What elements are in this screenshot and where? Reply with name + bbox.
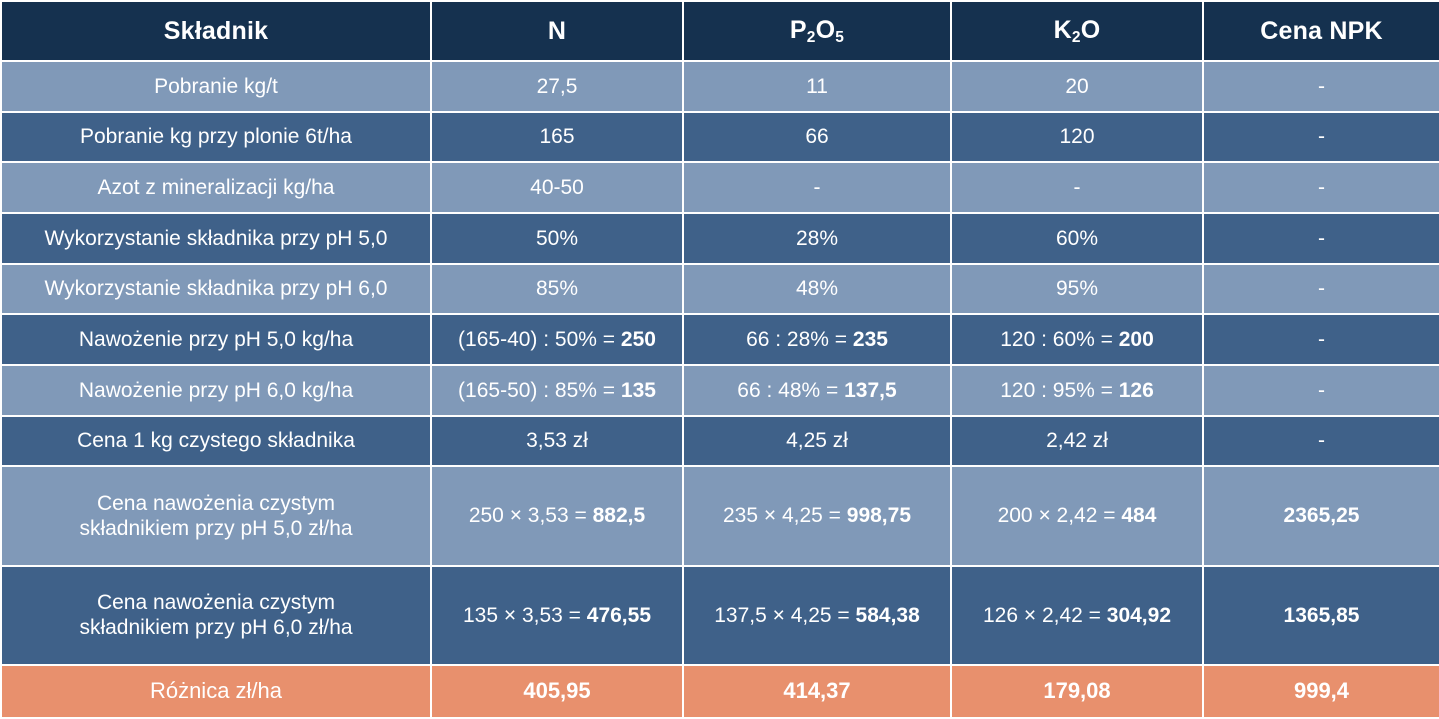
row-label: Cena nawożenia czystym składnikiem przy pH 6,0 zł/ha (2, 567, 430, 664)
table-row (2, 214, 1439, 263)
cell-value: 27,5 (432, 62, 682, 111)
cell-value: 95% (952, 265, 1202, 314)
table-row (2, 163, 1439, 212)
table-header-row (2, 2, 1439, 60)
table-head (2, 2, 1439, 60)
row-label: Pobranie kg przy plonie 6t/ha (2, 113, 430, 162)
cell-value: 414,37 (684, 666, 950, 717)
cell-value: - (684, 163, 950, 212)
cell-value: - (1204, 113, 1439, 162)
cell-value: 11 (684, 62, 950, 111)
table-row (2, 113, 1439, 162)
table-row (2, 265, 1439, 314)
cell-value: 40-50 (432, 163, 682, 212)
cell-value: 48% (684, 265, 950, 314)
cell-value: 120 : 95% = 126 (952, 366, 1202, 415)
cell-value: 250 × 3,53 = 882,5 (432, 467, 682, 564)
row-label: Nawożenie przy pH 6,0 kg/ha (2, 366, 430, 415)
table-row (2, 567, 1439, 664)
cell-value: 50% (432, 214, 682, 263)
cell-value: - (1204, 366, 1439, 415)
column-header-cena-npk: Cena NPK (1204, 2, 1439, 60)
cell-value: 137,5 × 4,25 = 584,38 (684, 567, 950, 664)
cell-value: 120 : 60% = 200 (952, 315, 1202, 364)
cell-value: 405,95 (432, 666, 682, 717)
cell-value: 135 × 3,53 = 476,55 (432, 567, 682, 664)
cell-value: 28% (684, 214, 950, 263)
row-label: Nawożenie przy pH 5,0 kg/ha (2, 315, 430, 364)
row-label: Azot z mineralizacji kg/ha (2, 163, 430, 212)
row-label: Wykorzystanie składnika przy pH 5,0 (2, 214, 430, 263)
cell-value: 179,08 (952, 666, 1202, 717)
cell-value: - (1204, 417, 1439, 466)
cell-value: (165-40) : 50% = 250 (432, 315, 682, 364)
cell-value: 200 × 2,42 = 484 (952, 467, 1202, 564)
cell-value: 66 (684, 113, 950, 162)
cell-value: 235 × 4,25 = 998,75 (684, 467, 950, 564)
table-row (2, 467, 1439, 564)
cell-value: 20 (952, 62, 1202, 111)
cell-value: 4,25 zł (684, 417, 950, 466)
cell-value: 1365,85 (1204, 567, 1439, 664)
cell-value: - (1204, 62, 1439, 111)
row-label: Pobranie kg/t (2, 62, 430, 111)
cell-value: 60% (952, 214, 1202, 263)
cell-value: - (1204, 265, 1439, 314)
row-label: Wykorzystanie składnika przy pH 6,0 (2, 265, 430, 314)
table-row (2, 62, 1439, 111)
column-header-k2o: $K_2O$ (952, 2, 1202, 60)
cell-value: - (1204, 163, 1439, 212)
cell-value: 126 × 2,42 = 304,92 (952, 567, 1202, 664)
cell-value: (165-50) : 85% = 135 (432, 366, 682, 415)
column-header-skladnik: Składnik (2, 2, 430, 60)
row-label: Cena nawożenia czystym składnikiem przy pH 5,0 zł/ha (2, 467, 430, 564)
cell-value: 120 (952, 113, 1202, 162)
cell-value: - (1204, 315, 1439, 364)
column-header-n: N (432, 2, 682, 60)
table-row (2, 666, 1439, 717)
cell-value: 85% (432, 265, 682, 314)
row-label: Różnica zł/ha (2, 666, 430, 717)
cell-value: 2,42 zł (952, 417, 1202, 466)
cell-value: 66 : 48% = 137,5 (684, 366, 950, 415)
cell-value: 66 : 28% = 235 (684, 315, 950, 364)
table-row (2, 366, 1439, 415)
cell-value: 165 (432, 113, 682, 162)
table-row (2, 315, 1439, 364)
table-body (2, 62, 1439, 717)
cell-value: 999,4 (1204, 666, 1439, 717)
cell-value: - (1204, 214, 1439, 263)
cell-value: 3,53 zł (432, 417, 682, 466)
row-label: Cena 1 kg czystego składnika (2, 417, 430, 466)
cell-value: 2365,25 (1204, 467, 1439, 564)
column-header-p2o5: $P_2O_5$ (684, 2, 950, 60)
cell-value: - (952, 163, 1202, 212)
table-row (2, 417, 1439, 466)
